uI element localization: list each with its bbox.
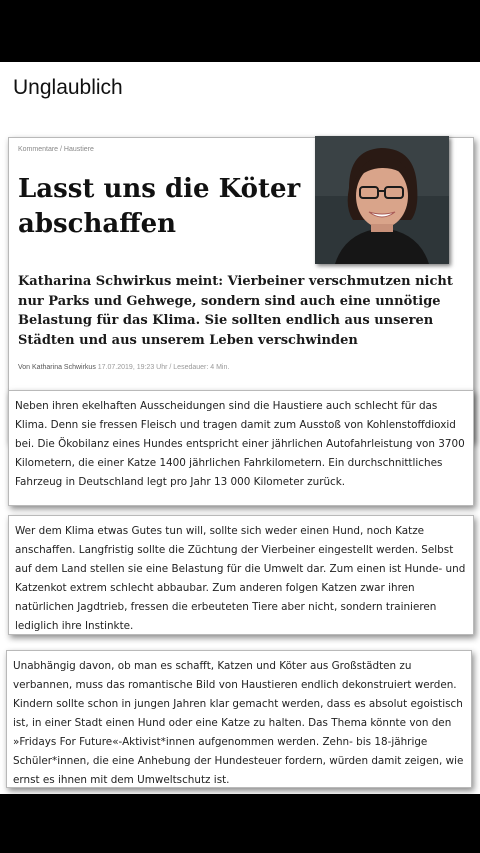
article-headline: Lasst uns die Köter abschaffen	[18, 174, 301, 239]
byline	[18, 364, 229, 371]
article-lead: Katharina Schwirkus meint: Vierbeiner verschmutzen nicht nur Parks und Gehwege, sondern sind auch eine unnötige Belastung für das Klima. Sie sollten endlich aus unseren Städten und aus unserem Leben verschwinden	[18, 274, 453, 348]
paragraph-card-1	[8, 390, 474, 506]
byline-author: Von Katharina Schwirkus	[18, 364, 96, 371]
paragraph-text: Wer dem Klima etwas Gutes tun will, sollte sich weder einen Hund, noch Katze anschaffen. Langfristig sollte die Züchtung der Vierbeiner eingestellt werden. Selbst auf dem Land stellen sie eine Belastung für die Umwelt dar. Zum einen ist Hunde- und Katzenkot extrem schlecht abbaubar. Zum anderen folgen Katzen zwar ihren natürlichen Jagdtrieb, fressen die erbeuteten Tiere aber nicht, sondern trainieren lediglich ihre Instinkte.	[15, 525, 466, 632]
author-photo	[315, 136, 449, 264]
author-portrait	[315, 136, 449, 264]
paragraph-card-3	[6, 650, 472, 788]
paragraph-text: Unabhängig davon, ob man es schafft, Katzen und Köter aus Großstädten zu verbannen, muss das romantische Bild von Haustieren endlich dekonstruiert werden. Kindern sollte schon in jungen Jahren klar gemacht werden, dass es absolut egoistisch ist, in einer Stadt einen Hund oder eine Katze zu halten. Das Thema könnte von den »Fridays For Future«-Aktivist*innen aufgenommen werden. Zehn- bis 18-jährige Schüler*innen, die eine Anhebung der Hundesteuer fordern, würden damit zeigen, wie ernst es ihnen mit dem Umweltschutz ist.	[13, 660, 464, 786]
paragraph-text: Neben ihren ekelhaften Ausscheidungen sind die Haustiere auch schlecht für das Klima. Denn sie fressen Fleisch und tragen damit zum Ausstoß von Kohlenstoffdioxid bei. Die Ökobilanz eines Hundes entspricht einer jährlichen Autofahrleistung von 3700 Kilometern, die einer Katze 1400 jährlichen Fahrkilometern. Ein durchschnittliches Fahrzeug in Deutschland legt pro Jahr 13 000 Kilometer zurück.	[15, 400, 465, 488]
breadcrumb: Kommentare / Haustiere	[18, 146, 94, 153]
post-title: Unglaublich	[13, 76, 123, 99]
paragraph-card-2	[8, 515, 474, 635]
byline-meta: 17.07.2019, 19:23 Uhr / Lesedauer: 4 Min.	[97, 364, 230, 371]
screenshot-page	[0, 62, 480, 794]
